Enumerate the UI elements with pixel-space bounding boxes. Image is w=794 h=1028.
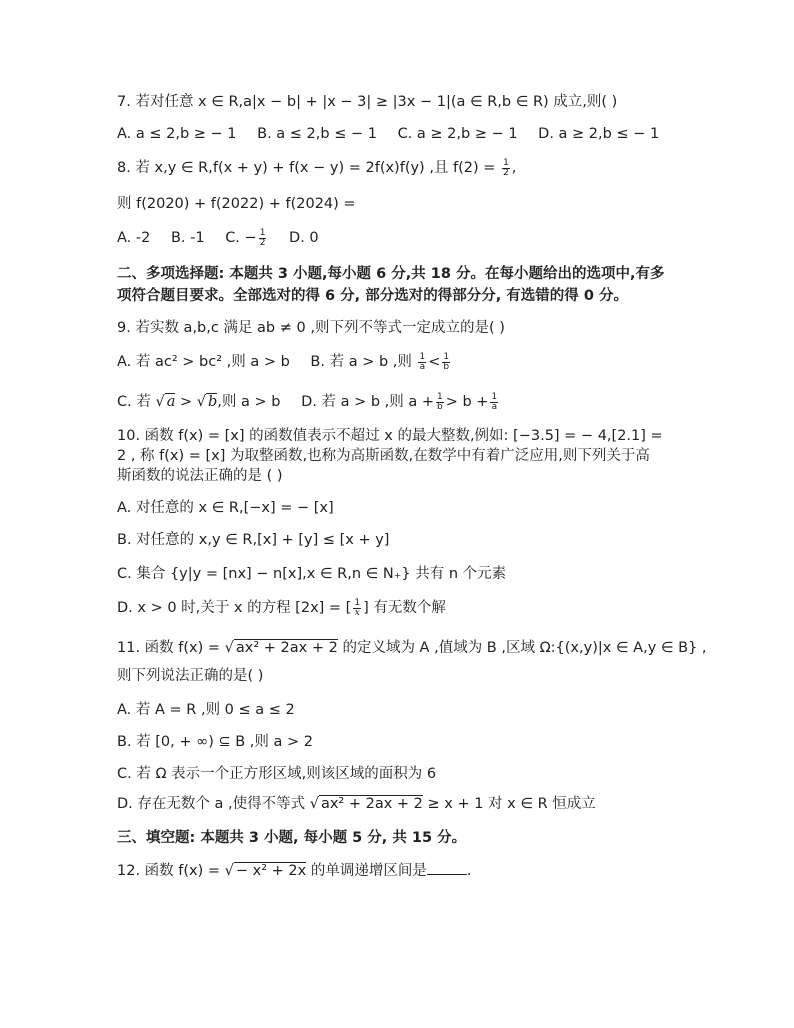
q9-option-a[interactable]: A. 若 ac² > bc² ,则 a > b [117, 354, 290, 370]
q9-option-d-frac1 [436, 393, 444, 412]
q9-option-d-text: D. 若 a > b ,则 a + [301, 394, 434, 410]
q8-stem-2: 则 f(2020) + f(2022) + f(2024) = [117, 196, 356, 212]
q7-option-b[interactable]: B. a ≤ 2,b ≤ − 1 [257, 126, 377, 142]
q9-options-ab [117, 352, 468, 372]
fraction-denominator: a [419, 361, 426, 372]
q9-stem: 9. 若实数 a,b,c 满足 ab ≠ 0 ,则下列不等式一定成立的是( ) [117, 320, 505, 336]
q9-option-d-frac2 [490, 393, 498, 412]
q8-stem: 8. 若 x,y ∈ R,f(x + y) + f(x − y) = 2f(x)f(y) ,且 f(2) = $\frac{1}{2}$ , [117, 157, 517, 178]
q10-line2: 2 , 称 f(x) = [x] 为取整函数,也称为高斯函数,在数学中有着广泛应用,则下列关于高 [117, 448, 650, 464]
section2-line1: 二、多项选择题: 本题共 3 小题,每小题 6 分,共 18 分。在每小题给出的选项中,有多 [117, 266, 665, 282]
q10-option-c[interactable]: C. 集合 {y|y = [nx] − n[x],x ∈ R,n ∈ N₊} 共有 n 个元素 [117, 566, 507, 582]
q12-stem-text: 12. 函数 f(x) = [117, 863, 221, 879]
q10-option-d-fraction [353, 599, 361, 618]
fraction-denominator: b [437, 401, 443, 412]
q10-option-d[interactable]: D. x > 0 时,关于 x 的方程 [2x] = [ $\frac{1}{x}$ ] 有无数个解 [117, 597, 446, 618]
q8-option-c-fraction [259, 229, 267, 248]
q10-option-b[interactable]: B. 对任意的 x,y ∈ R,[x] + [y] ≤ [x + y] [117, 532, 390, 548]
q10-line1: 10. 函数 f(x) = [x] 的函数值表示不超过 x 的最大整数,例如: [−3.5] = − 4,[2.1] = [117, 428, 663, 444]
q8-option-a[interactable]: A. -2 [117, 230, 151, 246]
q7-stem: 7. 若对任意 x ∈ R,a|x − b| + |x − 3| ≥ |3x − 1|(a ∈ R,b ∈ R) 成立,则( ) [117, 94, 618, 110]
q9-option-c-tail: ,则 a > b [217, 394, 281, 410]
q10-option-d-text: D. x > 0 时,关于 x 的方程 [2x] = [117, 600, 342, 616]
section2-line2: 项符合题目要求。全部选对的得 6 分, 部分选对的得部分分, 有选错的得 0 分。 [117, 288, 628, 304]
q8-option-b[interactable]: B. -1 [170, 230, 205, 246]
q11-stem-text: 11. 函数 f(x) = [117, 640, 221, 656]
q9-option-b[interactable] [310, 351, 452, 372]
fraction-denominator: x [354, 607, 360, 618]
fraction-denominator: 2 [503, 167, 509, 178]
q8-stem-text: 8. 若 x,y ∈ R,f(x + y) + f(x − y) = 2f(x)f(y) ,且 f(2) = [117, 160, 496, 176]
fraction-denominator: 2 [259, 237, 266, 248]
q11-stem: 11. 函数 f(x) = √ ax² + 2ax + 2 的定义域为 A ,值域为 B ,区域 Ω:{(x,y)|x ∈ A,y ∈ B} , [117, 640, 707, 656]
q9-option-b-frac1 [418, 353, 426, 372]
q12-radicand: − x² + 2x [235, 863, 307, 879]
q11-option-c[interactable]: C. 若 Ω 表示一个正方形区域,则该区域的面积为 6 [117, 766, 437, 782]
q7-options [117, 124, 675, 144]
q7-option-a[interactable]: A. a ≤ 2,b ≥ − 1 [117, 126, 237, 142]
q11-option-b[interactable]: B. 若 [0, + ∞) ⊆ B ,则 a > 2 [117, 734, 313, 750]
q10-option-d-tail: 有无数个解 [373, 600, 446, 616]
q9-options-cd [117, 392, 516, 412]
q9-option-c[interactable]: C. 若 √ a > √ b,则 a > b [117, 394, 281, 410]
q11-option-a[interactable]: A. 若 A = R ,则 0 ≤ a ≤ 2 [117, 702, 295, 718]
q10-option-a[interactable]: A. 对任意的 x ∈ R,[−x] = − [x] [117, 500, 334, 516]
q11-option-d-radicand: ax² + 2ax + 2 [320, 796, 423, 812]
fraction-numerator: 1 [354, 597, 361, 608]
q9-option-b-text: B. 若 a > b ,则 [310, 354, 412, 370]
q8-fraction-half [502, 159, 510, 178]
q11-option-d[interactable]: D. 存在无数个 a ,使得不等式 √ ax² + 2ax + 2 ≥ x + 1 对 x ∈ R 恒成立 [117, 796, 596, 812]
q12-end: . [466, 863, 472, 879]
answer-blank[interactable] [427, 860, 467, 875]
less-than-sign: < [428, 354, 441, 370]
q11-option-d-text: D. 存在无数个 a ,使得不等式 [117, 796, 306, 812]
fraction-numerator: 1 [437, 391, 443, 402]
q7-option-c[interactable]: C. a ≥ 2,b ≥ − 1 [397, 126, 518, 142]
q8-option-c-text: C. − [225, 230, 257, 246]
q11-line2: 则下列说法正确的是( ) [117, 668, 264, 684]
fraction-numerator: 1 [419, 351, 426, 362]
q9-option-c-sqrt-a: a [166, 394, 176, 410]
q11-option-d-tail: ≥ x + 1 对 x ∈ R 恒成立 [427, 796, 596, 812]
q8-option-d[interactable]: D. 0 [289, 230, 319, 246]
greater-than-sign: > [179, 394, 193, 410]
section3-title: 三、填空题: 本题共 3 小题, 每小题 5 分, 共 15 分。 [117, 830, 467, 846]
q9-option-c-sqrt-b: b [207, 394, 218, 410]
fraction-numerator: 1 [259, 227, 266, 238]
fraction-numerator: 1 [443, 351, 450, 362]
q9-option-b-frac2 [442, 353, 450, 372]
q11-stem-tail: 的定义域为 A ,值域为 B ,区域 Ω:{(x,y)|x ∈ A,y ∈ B} , [342, 640, 707, 656]
q8-option-c[interactable] [225, 227, 268, 248]
q9-option-d[interactable] [301, 391, 500, 412]
q9-option-c-text: C. 若 [117, 394, 151, 410]
q8-options [117, 228, 335, 248]
q11-radicand: ax² + 2ax + 2 [235, 640, 338, 656]
fraction-numerator: 1 [491, 391, 498, 402]
q10-line3: 斯函数的说法正确的是 ( ) [117, 468, 283, 484]
q9-option-d-mid: > b + [445, 394, 489, 410]
q12-stem: 12. 函数 f(x) = √ − x² + 2x 的单调递增区间是 . [117, 860, 471, 881]
fraction-denominator: a [491, 401, 498, 412]
fraction-numerator: 1 [503, 157, 509, 168]
q12-stem-tail: 的单调递增区间是 [310, 863, 427, 879]
fraction-denominator: b [443, 361, 450, 372]
q7-option-d[interactable]: D. a ≥ 2,b ≤ − 1 [538, 126, 660, 142]
